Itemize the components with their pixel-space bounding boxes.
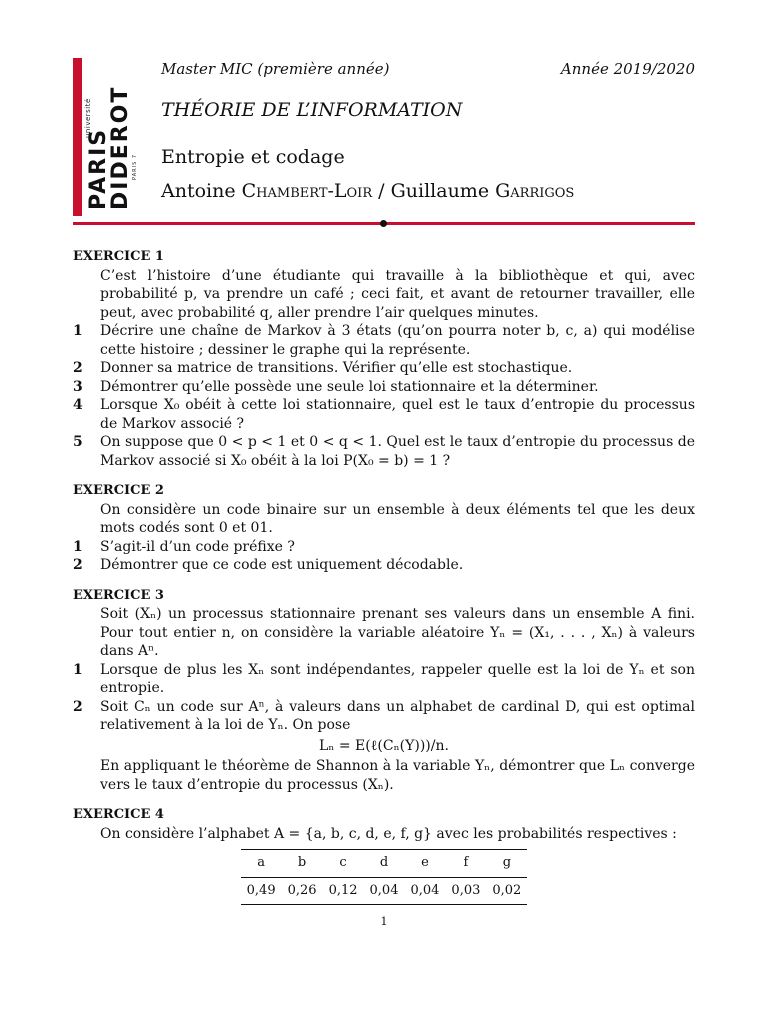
item-text: Lorsque X₀ obéit à cette loi stationnaire, quel est le taux d’entropie du processus de Markov associé ? bbox=[100, 397, 695, 432]
author2-first: Guillaume bbox=[390, 180, 496, 202]
letter-cell: e bbox=[421, 855, 429, 870]
probability-table bbox=[241, 849, 528, 905]
item-number: 1 bbox=[73, 538, 83, 555]
author1-first: Antoine bbox=[161, 180, 242, 202]
list-item bbox=[73, 396, 695, 433]
logo-diderot: DIDEROT bbox=[108, 85, 133, 210]
author-separator: / bbox=[372, 180, 391, 202]
exercise-2-items bbox=[73, 538, 695, 575]
letter-cell: b bbox=[297, 855, 307, 870]
list-item bbox=[73, 698, 695, 735]
exercise-3-intro: Soit (Xₙ) un processus stationnaire prenant ses valeurs dans un ensemble A fini. Pour tout entier n, on considère la variable aléatoire Yₙ = (X₁, . . . , Xₙ) à valeurs dans Aⁿ. bbox=[100, 606, 695, 659]
item-text: Démontrer qu’elle possède une seule loi stationnaire et la déterminer. bbox=[100, 378, 599, 395]
item-number: 2 bbox=[73, 557, 83, 573]
prob-cell: 0,26 bbox=[287, 882, 317, 898]
exercise-2-title: EXERCICE 2 bbox=[73, 483, 164, 498]
item-text: Soit Cₙ un code sur Aⁿ, à valeurs dans un alphabet de cardinal D, qui est optimal relativement à la loi de Yₙ. On pose bbox=[100, 698, 695, 733]
author2-last: Garrigos bbox=[495, 180, 575, 202]
item-number: 1 bbox=[73, 661, 83, 678]
academic-year: Année 2019/2020 bbox=[560, 60, 695, 78]
item-number: 2 bbox=[73, 360, 83, 376]
prob-cell: 0,03 bbox=[451, 882, 481, 898]
exercise-3-title: EXERCICE 3 bbox=[73, 587, 164, 603]
list-item bbox=[73, 538, 695, 557]
exercises bbox=[73, 248, 695, 905]
letter-cell: f bbox=[463, 855, 469, 870]
prob-cell: 0,04 bbox=[410, 882, 440, 898]
sheet-subtitle: Entropie et codage bbox=[161, 146, 345, 168]
program-name: Master MIC (première année) bbox=[161, 60, 390, 78]
logo-rotated-text bbox=[82, 58, 137, 216]
item-text: Lorsque de plus les Xₙ sont indépendantes, rappeler quelle est la loi de Yₙ et son entropie. bbox=[100, 661, 695, 696]
logo-body bbox=[82, 58, 137, 216]
authors bbox=[161, 180, 574, 202]
item-number: 5 bbox=[73, 434, 83, 450]
exercise-3-after: En appliquant le théorème de Shannon à la variable Yₙ, démontrer que Lₙ converge vers le taux d’entropie du processus (Xₙ). bbox=[100, 758, 695, 793]
list-item bbox=[73, 359, 695, 378]
prob-cell: 0,49 bbox=[246, 882, 276, 898]
list-item bbox=[73, 322, 695, 359]
exercise-4-intro: On considère l’alphabet A = {a, b, c, d, e, f, g} avec les probabilités respectives : bbox=[100, 825, 677, 842]
item-text: Donner sa matrice de transitions. Vérifier qu’elle est stochastique. bbox=[100, 360, 573, 376]
logo-paris7: PARIS 7 bbox=[132, 153, 138, 180]
item-number: 2 bbox=[73, 698, 83, 715]
letter-cell: d bbox=[379, 855, 389, 870]
table-header-row bbox=[241, 850, 528, 878]
item-number: 1 bbox=[73, 323, 83, 339]
exercise-3-equation: Lₙ = E(ℓ(Cₙ(Y)))/n. bbox=[319, 737, 449, 754]
list-item bbox=[73, 433, 695, 470]
table-row bbox=[241, 877, 528, 905]
letter-cell: a bbox=[257, 855, 266, 870]
letter-cell: g bbox=[502, 855, 512, 870]
exercise-2-intro: On considère un code binaire sur un ensemble à deux éléments tel que les deux mots codés sont 0 et 01. bbox=[100, 501, 695, 536]
exercise-1-title: EXERCICE 1 bbox=[73, 249, 164, 264]
prob-cell: 0,04 bbox=[369, 882, 399, 898]
letter-cell: c bbox=[339, 855, 347, 870]
logo-red-bar bbox=[73, 58, 82, 216]
item-text: S’agit-il d’un code préfixe ? bbox=[100, 538, 295, 555]
item-number: 3 bbox=[73, 378, 83, 395]
exercise-1-intro: C’est l’histoire d’une étudiante qui travaille à la bibliothèque et qui, avec probabilité p, va prendre un café ; ceci fait, et avant de retourner travailler, elle peut, avec probabilité q, aller prendre l’air quelques minutes. bbox=[100, 267, 695, 321]
exercise-3-items bbox=[73, 661, 695, 735]
item-text: On suppose que 0 < p < 1 et 0 < q < 1. Quel est le taux d’entropie du processus de Markov associé si X₀ obéit à la loi P(X₀ = b) = 1 ? bbox=[100, 434, 695, 469]
list-item bbox=[73, 556, 695, 575]
logo-paris: PARIS bbox=[86, 127, 111, 210]
exercise-1-items bbox=[73, 322, 695, 470]
list-item bbox=[73, 378, 695, 397]
item-text: Décrire une chaîne de Markov à 3 états (qu’on pourra noter b, c, a) qui modélise cette histoire ; dessiner le graphe qui la représente. bbox=[100, 323, 695, 358]
logo-universite: université bbox=[84, 98, 92, 138]
item-text: Démontrer que ce code est uniquement décodable. bbox=[100, 557, 464, 573]
prob-cell: 0,02 bbox=[492, 882, 522, 898]
list-item bbox=[73, 661, 695, 698]
author1-last: Chambert-Loir bbox=[241, 180, 373, 202]
course-title: THÉORIE DE L’INFORMATION bbox=[161, 99, 463, 121]
exercise-4-title: EXERCICE 4 bbox=[73, 807, 164, 822]
header-rule-dot bbox=[380, 220, 387, 227]
prob-cell: 0,12 bbox=[328, 882, 358, 898]
university-logo bbox=[73, 58, 137, 216]
page-number: 1 bbox=[380, 915, 388, 928]
item-number: 4 bbox=[73, 397, 83, 413]
